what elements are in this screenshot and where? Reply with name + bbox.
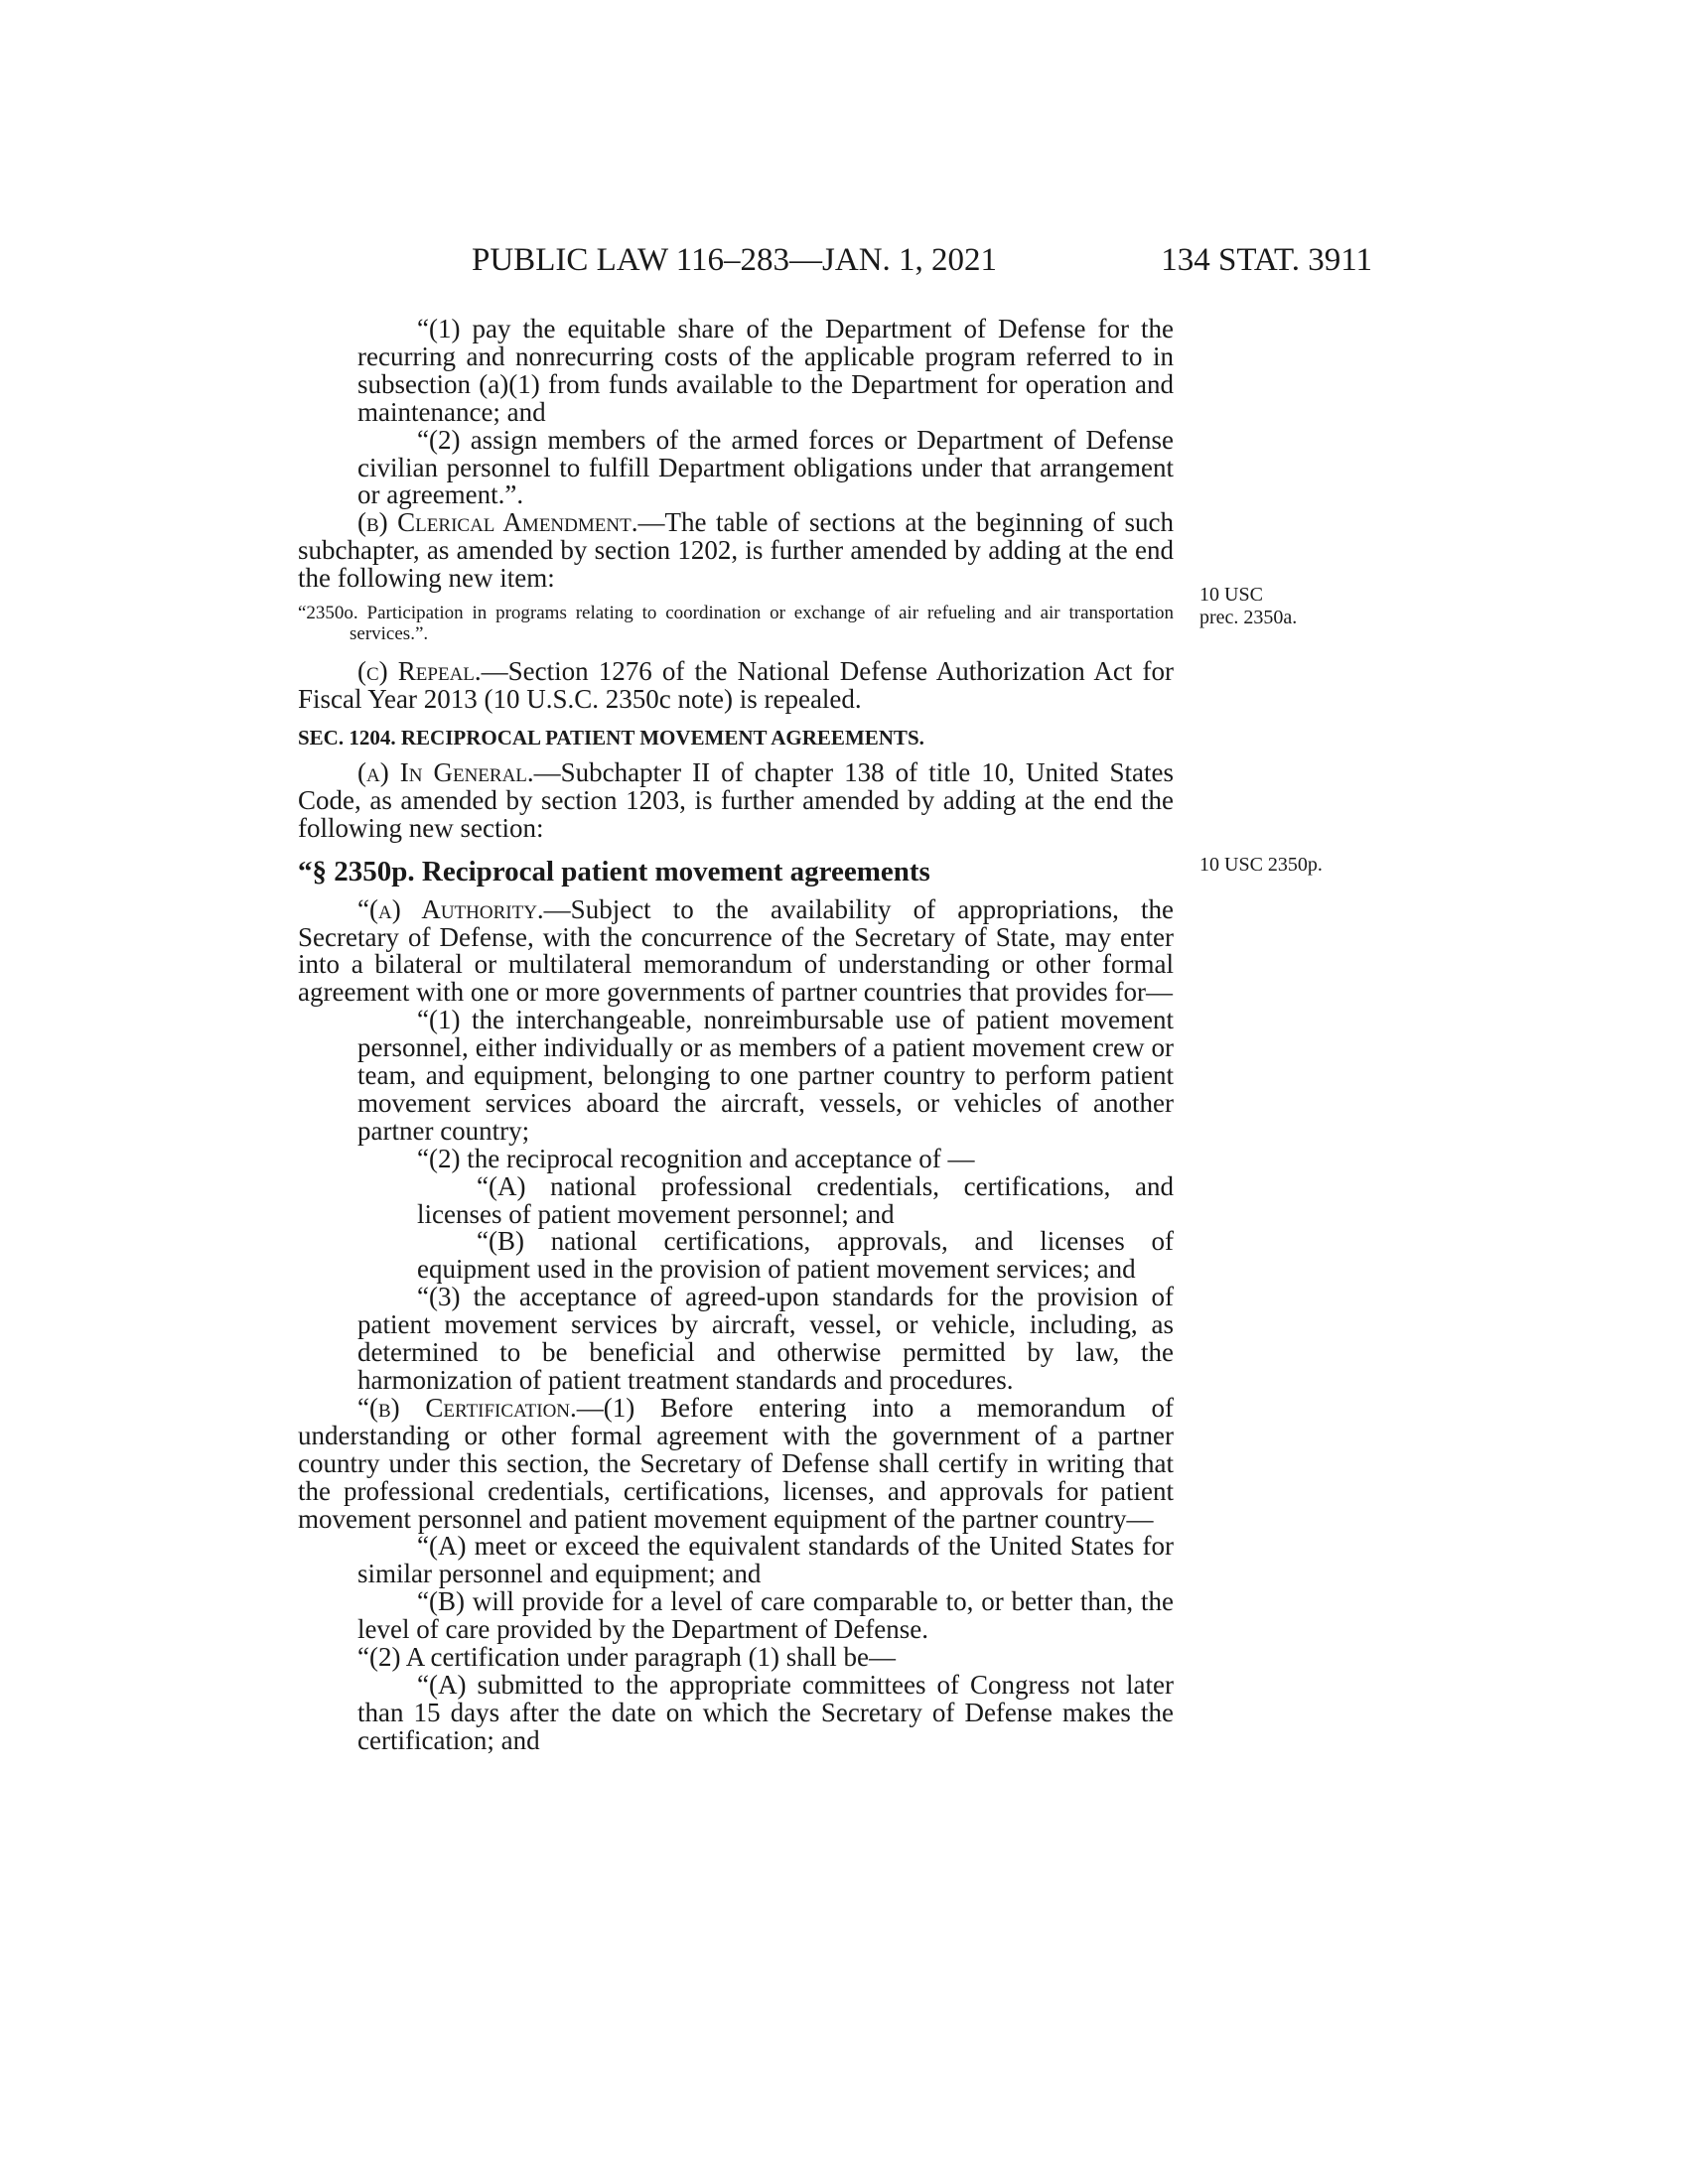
margin-note-usc-2350p: 10 USC 2350p.	[1199, 854, 1323, 876]
paragraph: “(A) national professional credentials, certifications, and licenses of patient movement personnel; and	[417, 1170, 1174, 1229]
subsection-label: “(a) Authority.	[357, 893, 544, 924]
subsection-label: (c) Repeal.	[357, 656, 482, 687]
margin-note-line: prec. 2350a.	[1199, 607, 1298, 628]
paragraph: “(2) assign members of the armed forces or Department of Defense civilian personnel to fulfill Department obligations under that arrangement or agreement.”.	[357, 424, 1174, 510]
paragraph: “(2) the reciprocal recognition and acceptance of —	[417, 1143, 975, 1173]
new-section-title: “§ 2350p. Reciprocal patient movement agreements	[298, 855, 930, 887]
paragraph: “(1) the interchangeable, nonreimbursable use of patient movement personnel, either individually or as members of a patient movement crew or team, and equipment, belonging to one partner country to perform patient movement services aboard the aircraft, vessels, or vehicles of another partner country;	[357, 1005, 1174, 1146]
document-body	[298, 316, 1174, 1755]
subsection-label: (a) In General.	[357, 756, 534, 787]
paragraph: “(B) will provide for a level of care comparable to, or better than, the level of care provided by the Department of Defense.	[357, 1586, 1174, 1645]
subsection-label: “(b) Certification.	[357, 1392, 577, 1423]
paragraph-text: —Subject to the availability of appropriations, the Secretary of Defense, with the concurrence of the Secretary of State, may enter into a bilateral or multilateral memorandum of understanding or other formal agreement with one or more governments of partner countries that provides for—	[298, 893, 1175, 1008]
paragraph	[298, 756, 1174, 843]
paragraph: “(A) meet or exceed the equivalent standards of the United States for similar personnel and equipment; and	[357, 1531, 1174, 1589]
page-header	[298, 242, 1372, 286]
paragraph: “(1) pay the equitable share of the Department of Defense for the recurring and nonrecurring costs of the applicable program referred to in subsection (a)(1) from funds available to the Department for operation and maintenance; and	[357, 314, 1174, 427]
paragraph: “(A) submitted to the appropriate committees of Congress not later than 15 days after the date on which the Secretary of Defense makes the certification; and	[357, 1669, 1174, 1755]
paragraph: “(3) the acceptance of agreed-upon standards for the provision of patient movement services by aircraft, vessel, or vehicle, including, as determined to be beneficial and otherwise permitted by law, the harmonization of patient treatment standards and procedures.	[357, 1282, 1174, 1395]
paragraph	[298, 893, 1175, 1008]
paragraph	[298, 658, 1174, 714]
running-title: PUBLIC LAW 116–283—JAN. 1, 2021	[472, 242, 998, 278]
paragraph-text: —Subchapter II of chapter 138 of title 10, United States Code, as amended by section 1203, is further amended by adding at the end the following new section:	[298, 756, 1174, 843]
paragraph-text: —Section 1276 of the National Defense Authorization Act for Fiscal Year 2013 (10 U.S.C. 2350c note) is repealed.	[298, 656, 1174, 714]
table-of-sections-item: “2350o. Participation in programs relating to coordination or exchange of air refueling and air transportation services.”.	[298, 603, 1174, 645]
subsection-label: (b) Clerical Amendment.	[357, 507, 638, 538]
paragraph-text: —(1) Before entering into a memorandum of understanding or other formal agreement with the government of a partner country under this section, the Secretary of Defense shall certify in writing that the professional credentials, certifications, licenses, and approvals for patient movement personnel and patient movement equipment of the partner country—	[298, 1392, 1174, 1534]
paragraph	[298, 1392, 1174, 1534]
paragraph: “(B) national certifications, approvals, and licenses of equipment used in the provision of patient movement services; and	[417, 1226, 1174, 1285]
paragraph: “(2) A certification under paragraph (1) shall be—	[357, 1642, 897, 1673]
margin-note-line: 10 USC	[1199, 584, 1263, 606]
margin-note-usc-prec	[1199, 584, 1297, 629]
section-heading: SEC. 1204. RECIPROCAL PATIENT MOVEMENT AGREEMENTS.	[298, 725, 924, 750]
stat-page-number: 134 STAT. 3911	[1161, 242, 1372, 278]
paragraph-text: —The table of sections at the beginning of such subchapter, as amended by section 1202, is further amended by adding at the end the following new item:	[298, 507, 1174, 594]
paragraph	[298, 509, 1174, 593]
